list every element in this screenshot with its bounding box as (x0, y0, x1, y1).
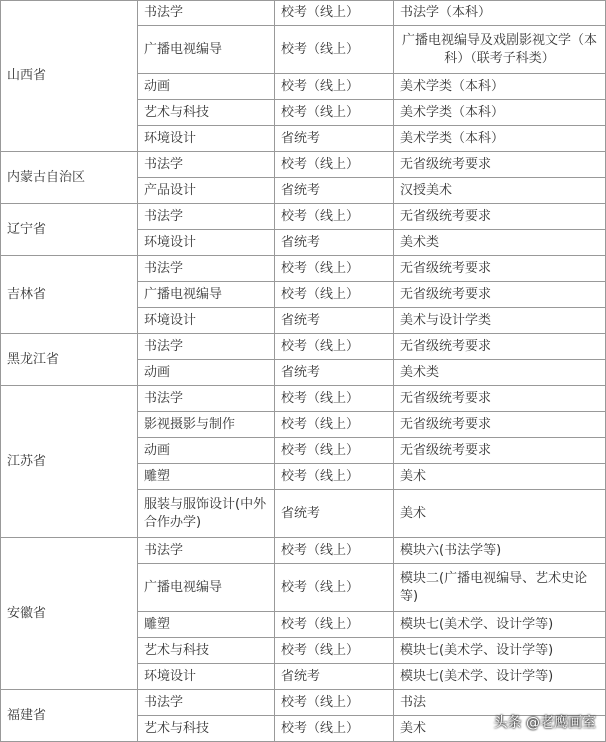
requirement-cell: 无省级统考要求 (394, 386, 606, 412)
major-cell: 书法学 (138, 152, 275, 178)
exam-type-cell: 校考（线上） (275, 256, 394, 282)
table-row (1, 386, 606, 412)
exam-type-cell: 校考（线上） (275, 690, 394, 716)
major-cell: 雕塑 (138, 612, 275, 638)
province-cell: 安徽省 (1, 538, 138, 690)
exam-type-cell: 校考（线上） (275, 386, 394, 412)
exam-type-cell: 省统考 (275, 230, 394, 256)
major-cell: 广播电视编导 (138, 282, 275, 308)
exam-type-cell: 校考（线上） (275, 152, 394, 178)
requirement-cell: 美术 (394, 716, 606, 742)
requirement-cell: 书法 (394, 690, 606, 716)
requirement-cell: 模块七(美术学、设计学等) (394, 638, 606, 664)
exam-type-cell: 省统考 (275, 664, 394, 690)
exam-type-cell: 校考（线上） (275, 716, 394, 742)
major-cell: 环境设计 (138, 308, 275, 334)
requirement-cell: 美术学类（本科） (394, 74, 606, 100)
exam-type-cell: 校考（线上） (275, 1, 394, 26)
major-cell: 书法学 (138, 690, 275, 716)
requirement-cell: 美术 (394, 464, 606, 490)
table-row (1, 334, 606, 360)
requirement-cell: 无省级统考要求 (394, 152, 606, 178)
table-row (1, 538, 606, 564)
exam-type-cell: 校考（线上） (275, 412, 394, 438)
major-cell: 书法学 (138, 1, 275, 26)
major-cell: 书法学 (138, 386, 275, 412)
major-cell: 书法学 (138, 334, 275, 360)
requirement-cell: 美术学类（本科） (394, 126, 606, 152)
table-row (1, 256, 606, 282)
major-cell: 广播电视编导 (138, 564, 275, 612)
province-cell: 辽宁省 (1, 204, 138, 256)
requirement-cell: 模块六(书法学等) (394, 538, 606, 564)
exam-type-cell: 校考（线上） (275, 612, 394, 638)
major-cell: 动画 (138, 74, 275, 100)
exam-type-cell: 校考（线上） (275, 334, 394, 360)
major-cell: 广播电视编导 (138, 26, 275, 74)
province-cell: 黑龙江省 (1, 334, 138, 386)
requirement-cell: 美术类 (394, 360, 606, 386)
exam-type-cell: 校考（线上） (275, 638, 394, 664)
requirement-cell: 美术 (394, 490, 606, 538)
major-cell: 环境设计 (138, 230, 275, 256)
major-cell: 书法学 (138, 204, 275, 230)
province-cell: 福建省 (1, 690, 138, 742)
major-cell: 动画 (138, 438, 275, 464)
exam-type-cell: 省统考 (275, 490, 394, 538)
requirement-cell: 模块二(广播电视编导、艺术史论等) (394, 564, 606, 612)
major-cell: 艺术与科技 (138, 100, 275, 126)
exam-type-cell: 省统考 (275, 360, 394, 386)
exam-type-cell: 省统考 (275, 178, 394, 204)
requirement-cell: 无省级统考要求 (394, 438, 606, 464)
province-cell: 江苏省 (1, 386, 138, 538)
requirement-cell: 模块七(美术学、设计学等) (394, 612, 606, 638)
major-cell: 雕塑 (138, 464, 275, 490)
requirement-cell: 无省级统考要求 (394, 256, 606, 282)
table-row (1, 1, 606, 26)
exam-type-cell: 省统考 (275, 126, 394, 152)
major-cell: 动画 (138, 360, 275, 386)
exam-type-cell: 省统考 (275, 308, 394, 334)
exam-type-cell: 校考（线上） (275, 464, 394, 490)
exam-type-cell: 校考（线上） (275, 74, 394, 100)
watermark: 头条 @老鹰画室 (493, 715, 596, 731)
major-cell: 书法学 (138, 538, 275, 564)
exam-type-cell: 校考（线上） (275, 282, 394, 308)
requirement-cell: 无省级统考要求 (394, 282, 606, 308)
major-cell: 环境设计 (138, 126, 275, 152)
requirement-cell: 无省级统考要求 (394, 204, 606, 230)
major-cell: 服装与服饰设计(中外合作办学) (138, 490, 275, 538)
major-cell: 产品设计 (138, 178, 275, 204)
requirement-cell: 书法学（本科） (394, 1, 606, 26)
requirement-cell: 汉授美术 (394, 178, 606, 204)
major-cell: 书法学 (138, 256, 275, 282)
exam-type-cell: 校考（线上） (275, 538, 394, 564)
table-body (1, 1, 606, 742)
requirement-cell: 美术学类（本科） (394, 100, 606, 126)
major-cell: 艺术与科技 (138, 638, 275, 664)
major-cell: 环境设计 (138, 664, 275, 690)
requirement-cell: 美术类 (394, 230, 606, 256)
requirement-cell: 广播电视编导及戏剧影视文学（本科）（联考子科类） (394, 26, 606, 74)
requirement-cell: 无省级统考要求 (394, 412, 606, 438)
exam-type-cell: 校考（线上） (275, 564, 394, 612)
major-cell: 艺术与科技 (138, 716, 275, 742)
exam-type-cell: 校考（线上） (275, 204, 394, 230)
province-cell: 吉林省 (1, 256, 138, 334)
requirement-cell: 美术与设计学类 (394, 308, 606, 334)
requirement-cell: 模块七(美术学、设计学等) (394, 664, 606, 690)
exam-type-cell: 校考（线上） (275, 100, 394, 126)
exam-type-cell: 校考（线上） (275, 26, 394, 74)
province-cell: 内蒙古自治区 (1, 152, 138, 204)
table-row (1, 152, 606, 178)
major-cell: 影视摄影与制作 (138, 412, 275, 438)
province-cell: 山西省 (1, 1, 138, 152)
table-row (1, 204, 606, 230)
exam-type-cell: 校考（线上） (275, 438, 394, 464)
requirement-cell: 无省级统考要求 (394, 334, 606, 360)
